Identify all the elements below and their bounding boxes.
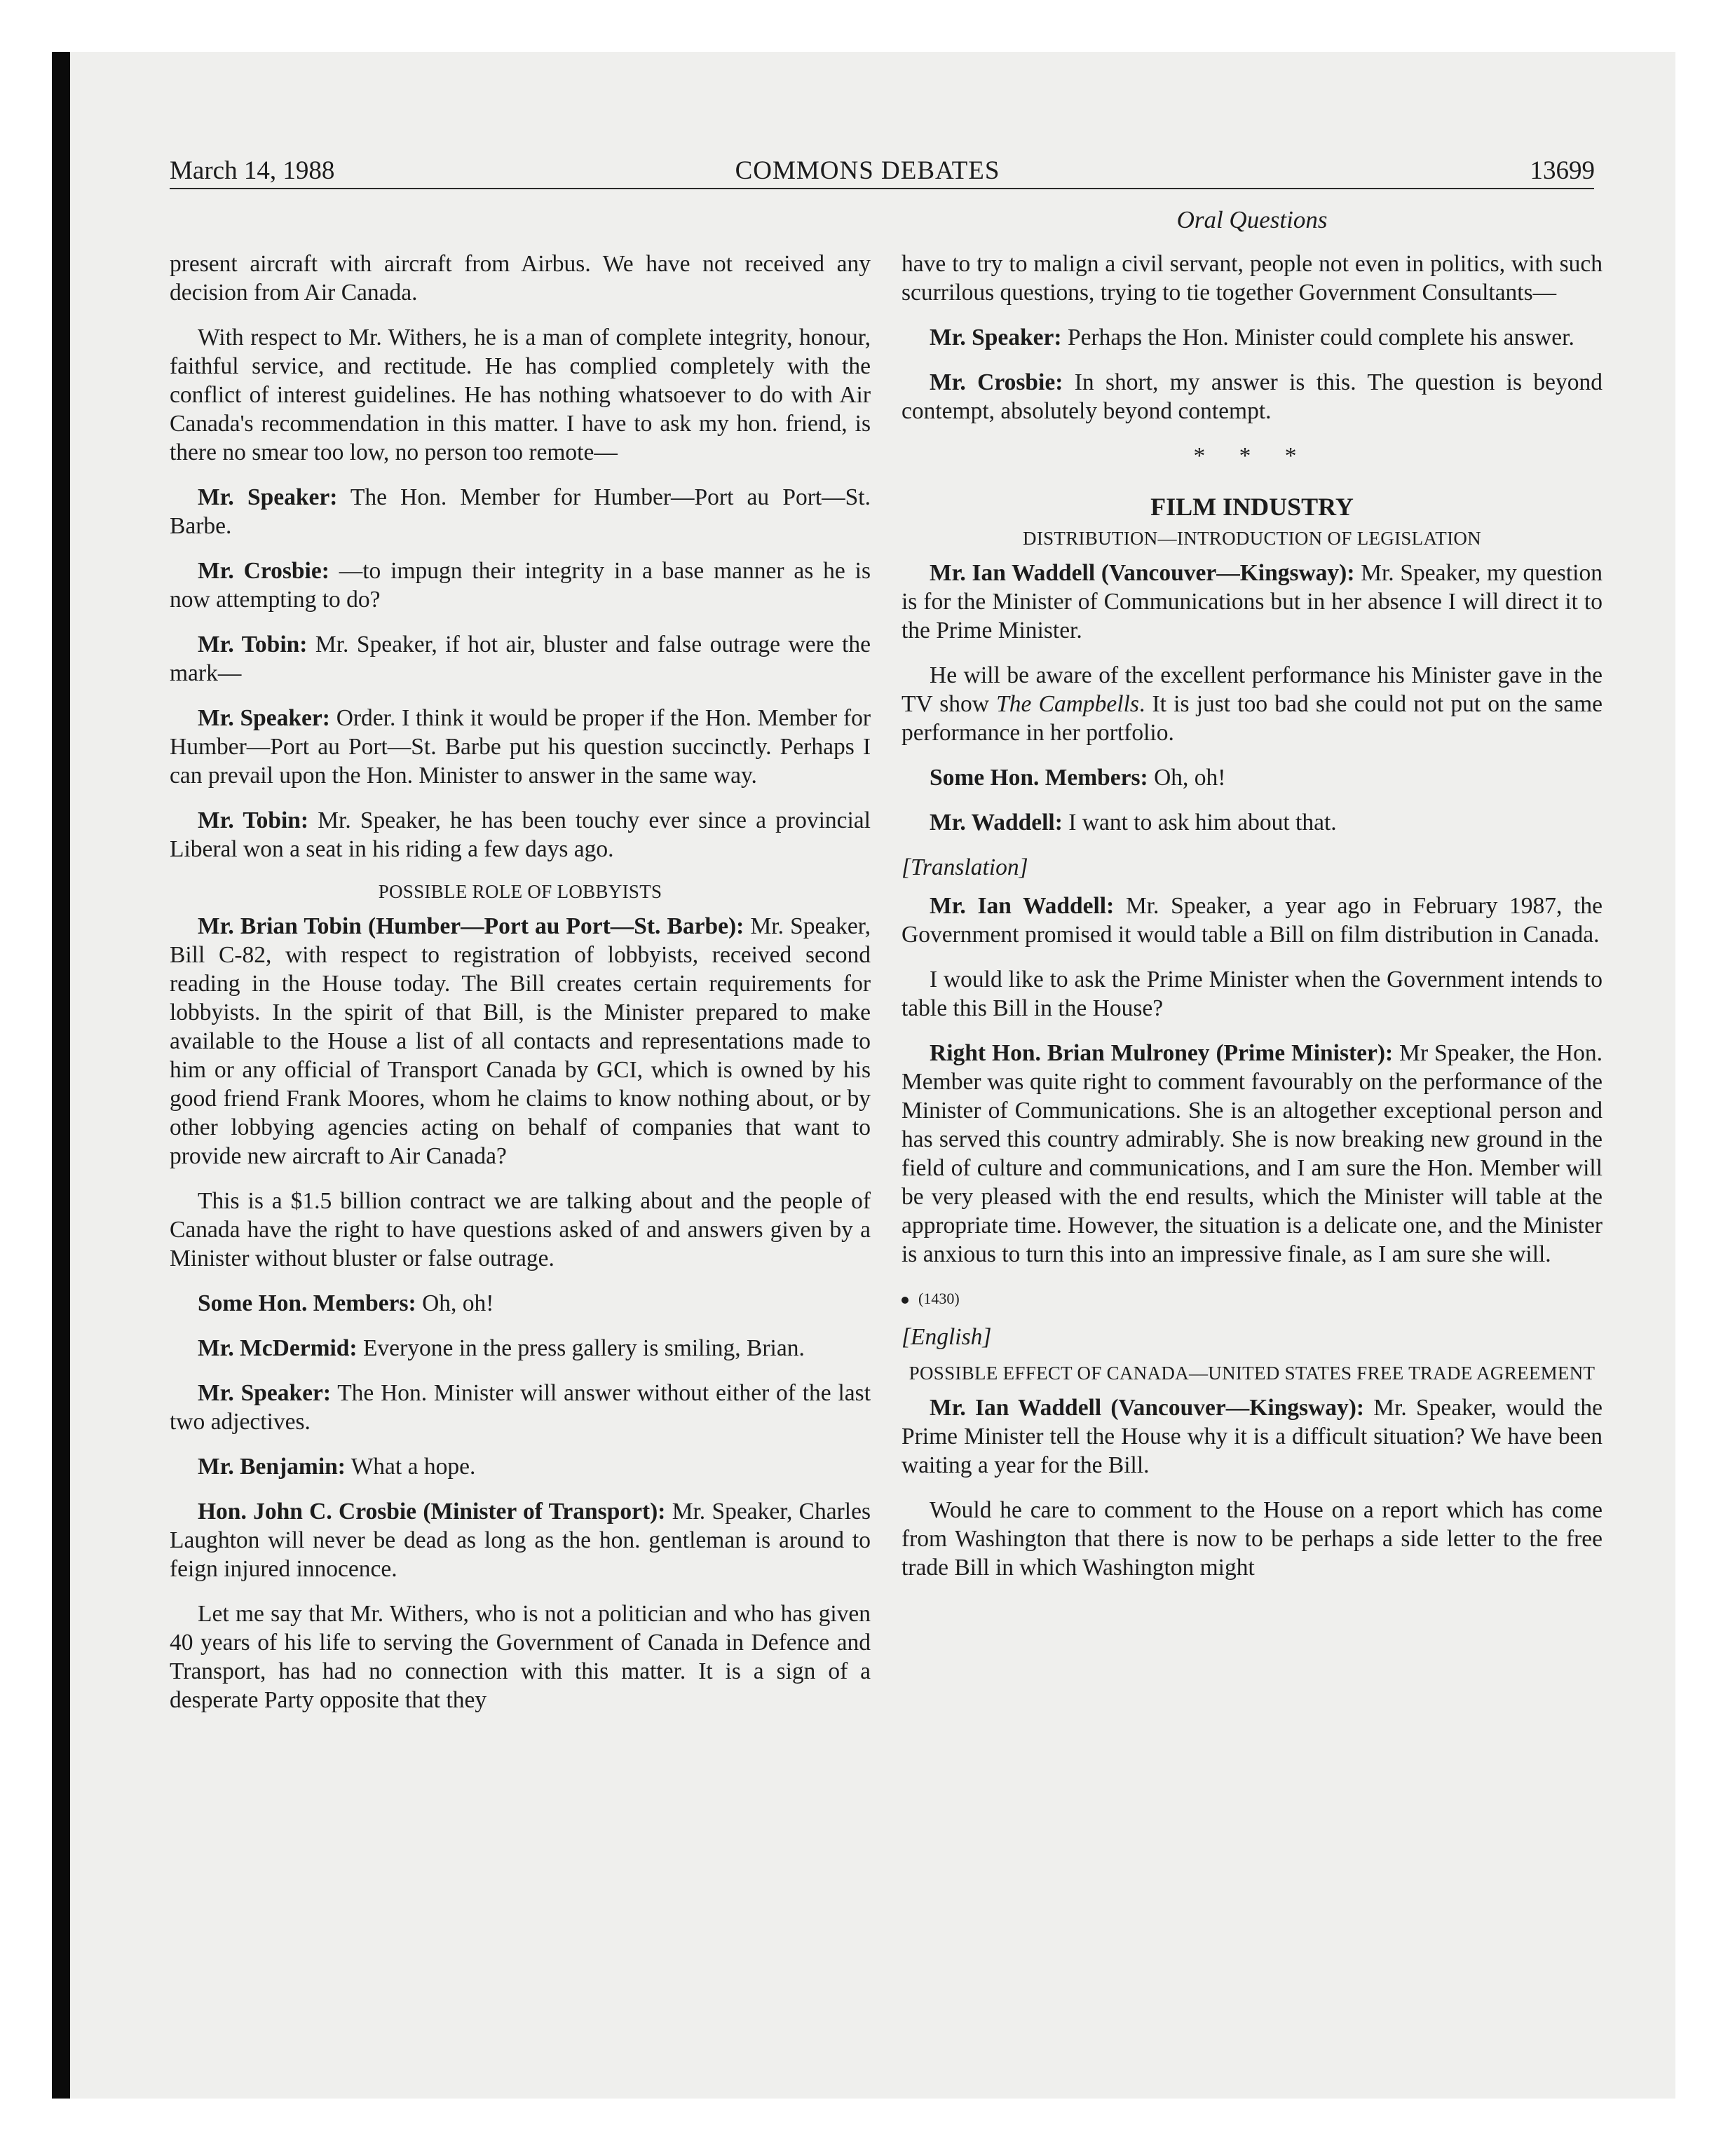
paragraph: This is a $1.5 billion contract we are talking about and the people of Canada have the right to have questions asked of and answers given by a Minister without bluster or false outrage. xyxy=(170,1188,871,1271)
speech xyxy=(170,1452,871,1481)
bullet-icon xyxy=(901,1297,909,1304)
speech xyxy=(170,1334,871,1363)
speech-text: Order. I think it would be proper if the Hon. Member for Humber—Port au Port—St. Barbe put his question succinctly. Perhaps I can prevail upon the Hon. Minister to answer in the same way. xyxy=(170,705,871,789)
speaker-name: Mr. Tobin: xyxy=(198,807,309,833)
speaker-name: Mr. Crosbie: xyxy=(198,558,329,584)
header-rule xyxy=(170,188,1594,189)
speaker-name: Mr. Brian Tobin (Humber—Port au Port—St. Barbe): xyxy=(198,913,744,939)
speech-text: Everyone in the press gallery is smiling, Brian. xyxy=(357,1335,805,1361)
scan-edge-shadow xyxy=(52,52,70,2099)
timestamp-text: (1430) xyxy=(918,1290,960,1307)
speech-text: Mr. Speaker, if hot air, bluster and false outrage were the mark— xyxy=(170,632,871,686)
speech-text: Mr. Speaker, my question is for the Minister of Communications but in her absence I will direct it to the Prime Minister. xyxy=(901,560,1603,643)
speech xyxy=(170,912,871,1171)
header-page-number: 13699 xyxy=(1530,156,1595,185)
speech xyxy=(170,630,871,688)
speech-text: In short, my answer is this. The question is beyond contempt, absolutely beyond contempt. xyxy=(901,369,1603,424)
speech xyxy=(170,1379,871,1436)
speech-text: I want to ask him about that. xyxy=(1062,810,1337,835)
show-title: The Campbells xyxy=(996,691,1139,717)
speech xyxy=(901,1039,1603,1269)
text-run: He will be aware of the excellent performance his Minister gave in the TV show xyxy=(901,662,1603,717)
speech xyxy=(170,557,871,614)
speaker-name: Some Hon. Members: xyxy=(930,765,1148,791)
right-column xyxy=(901,250,1603,1598)
speech xyxy=(170,704,871,790)
header-title: COMMONS DEBATES xyxy=(735,156,1000,185)
speaker-name: Mr. Speaker: xyxy=(198,484,338,510)
translation-marker: [Translation] xyxy=(901,854,1028,880)
speaker-name: Mr. Benjamin: xyxy=(198,1454,346,1480)
speaker-name: Mr. Speaker: xyxy=(198,705,330,731)
speech-text: Mr. Speaker, Bill C-82, with respect to registration of lobbyists, received second reading in the House today. The Bill creates certain requirements for lobbyists. In the spirit of that Bill, is the Minister prepared to make available to the House a list of all contacts and representations made to him or any official of Transport Canada by GCI, which is owned by his good friend Frank Moores, whom he claims to know nothing about, or by other lobbying agencies acting on behalf of companies that want to provide new aircraft to Air Canada? xyxy=(170,913,871,1169)
speech xyxy=(170,1289,871,1318)
paragraph: present aircraft with aircraft from Airbus. We have not received any decision from Air Canada. xyxy=(170,251,871,306)
speech xyxy=(170,1497,871,1583)
speech-text: Perhaps the Hon. Minister could complete his answer. xyxy=(1061,325,1574,350)
header-date: March 14, 1988 xyxy=(170,156,335,185)
speech-text: Oh, oh! xyxy=(1148,765,1226,791)
paragraph xyxy=(901,661,1603,747)
section-divider-stars: * * * xyxy=(1193,443,1311,469)
speech xyxy=(901,1393,1603,1480)
speaker-name: Mr. Ian Waddell: xyxy=(930,893,1115,919)
speech xyxy=(901,323,1603,352)
speech-text: Mr. Speaker, would the Prime Minister tell the House why it is a difficult situation? We have been waiting a year for the Bill. xyxy=(901,1395,1603,1478)
speech-text: Oh, oh! xyxy=(416,1290,494,1316)
paragraph: With respect to Mr. Withers, he is a man of complete integrity, honour, faithful service, and rectitude. He has complied completely with the conflict of interest guidelines. He has nothing whatsoever to do with Air Canada's recommendation in this matter. I have to ask my hon. friend, is there no smear too low, no person too remote— xyxy=(170,325,871,465)
speech-text: The Hon. Member for Humber—Port au Port—St. Barbe. xyxy=(170,484,871,539)
left-column xyxy=(170,250,871,1731)
timestamp xyxy=(901,1285,1603,1313)
speaker-name: Mr. Waddell: xyxy=(930,810,1063,835)
speaker-name: Mr. Tobin: xyxy=(198,632,308,657)
paragraph: I would like to ask the Prime Minister when the Government intends to table this Bill in the House? xyxy=(901,967,1603,1021)
speech xyxy=(901,368,1603,425)
speech-text: The Hon. Minister will answer without either of the last two adjectives. xyxy=(170,1380,871,1435)
speech xyxy=(901,559,1603,645)
speech xyxy=(901,808,1603,837)
major-heading: FILM INDUSTRY xyxy=(1150,493,1354,521)
speech-text: —to impugn their integrity in a base manner as he is now attempting to do? xyxy=(170,558,871,613)
speech-text: Mr. Speaker, a year ago in February 1987, the Government promised it would table a Bill on film distribution in Canada. xyxy=(901,893,1603,948)
speech-text: What a hope. xyxy=(345,1454,476,1480)
paragraph: Let me say that Mr. Withers, who is not a politician and who has given 40 years of his life to serving the Government of Canada in Defence and Transport, has had no connection with this matter. It is a sign of a desperate Party opposite that they xyxy=(170,1601,871,1713)
speaker-name: Right Hon. Brian Mulroney (Prime Minister): xyxy=(930,1040,1394,1066)
speech xyxy=(901,763,1603,792)
language-marker: [English] xyxy=(901,1324,992,1350)
text-run: . It is just too bad she could not put on the same performance in her portfolio. xyxy=(901,691,1603,746)
speech-text: Mr. Speaker, Charles Laughton will never be dead as long as the hon. gentleman is around to feign injured innocence. xyxy=(170,1499,871,1582)
speech xyxy=(170,806,871,864)
paragraph: Would he care to comment to the House on a report which has come from Washington that there is now to be perhaps a side letter to the free trade Bill in which Washington might xyxy=(901,1497,1603,1581)
speaker-name: Mr. Crosbie: xyxy=(930,369,1063,395)
section-label: Oral Questions xyxy=(1176,206,1328,233)
speaker-name: Some Hon. Members: xyxy=(198,1290,416,1316)
speech xyxy=(170,483,871,540)
speaker-name: Mr. McDermid: xyxy=(198,1335,358,1361)
subheading: DISTRIBUTION—INTRODUCTION OF LEGISLATION xyxy=(1023,528,1481,549)
speech-text: Mr Speaker, the Hon. Member was quite right to comment favourably on the performance of the Minister of Communications. She is an altogether exceptional person and has served this country admirably. She is now breaking new ground in the field of culture and communications, and I am sure the Hon. Member will be very pleased with the end results, which the Minister will table at the appropriate time. However, the situation is a delicate one, and the Minister is anxious to turn this into an impressive finale, as I am sure she will. xyxy=(901,1040,1603,1267)
speaker-name: Mr. Speaker: xyxy=(930,325,1062,350)
speaker-name: Hon. John C. Crosbie (Minister of Transport): xyxy=(198,1499,666,1524)
speaker-name: Mr. Ian Waddell (Vancouver—Kingsway): xyxy=(930,560,1355,586)
subheading: POSSIBLE ROLE OF LOBBYISTS xyxy=(378,881,662,902)
paragraph: have to try to malign a civil servant, people not even in politics, with such scurrilous questions, trying to tie together Government Consultants— xyxy=(901,251,1603,306)
subheading: POSSIBLE EFFECT OF CANADA—UNITED STATES FREE TRADE AGREEMENT xyxy=(909,1363,1595,1384)
speech xyxy=(901,892,1603,949)
speaker-name: Mr. Speaker: xyxy=(198,1380,331,1406)
speaker-name: Mr. Ian Waddell (Vancouver—Kingsway): xyxy=(930,1395,1365,1421)
speech-text: Mr. Speaker, he has been touchy ever since a provincial Liberal won a seat in his riding a few days ago. xyxy=(170,807,871,862)
